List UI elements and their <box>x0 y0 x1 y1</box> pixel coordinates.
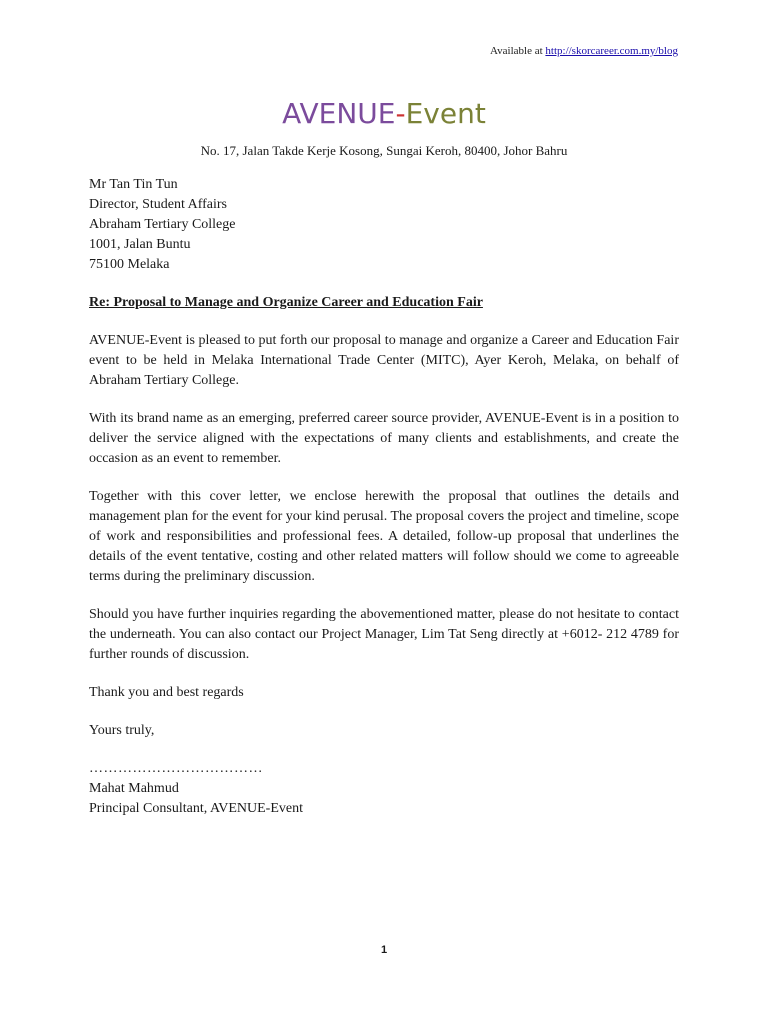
page-number: 1 <box>380 944 388 956</box>
signature-block <box>89 759 679 819</box>
recipient-city: 75100 Melaka <box>89 257 170 272</box>
recipient-street: 1001, Jalan Buntu <box>89 237 191 252</box>
paragraph-contact: Should you have further inquiries regarding the abovementioned matter, please do not hesitate to contact the underneath. You can also contact our Project Manager, Lim Tat Seng directly at +6012- 212 4789 for further rounds of discussion. <box>89 607 679 662</box>
paragraph-enclosure: Together with this cover letter, we enclose herewith the proposal that outlines the details and management plan for the event for your kind perusal. The proposal covers the project and timeline, scope of work and responsibilities and professional fees. A detailed, follow-up proposal that underlines the details of the event tentative, costing and other related matters will follow should we come to agreeable terms during the preliminary discussion. <box>89 489 679 584</box>
paragraph-intro: AVENUE-Event is pleased to put forth our proposal to manage and organize a Career and Education Fair event to be held in Melaka International Trade Center (MITC), Ayer Keroh, Melaka, on behalf of Abraham Tertiary College. <box>89 333 679 388</box>
closing-thanks: Thank you and best regards <box>89 685 244 700</box>
recipient-block <box>89 175 679 275</box>
brand-part-avenue: AVENUE <box>282 97 396 130</box>
letter-body <box>89 175 679 819</box>
header-availability-note <box>490 45 678 57</box>
recipient-name: Mr Tan Tin Tun <box>89 177 178 192</box>
paragraph-brand: With its brand name as an emerging, preferred career source provider, AVENUE-Event is in a position to deliver the service aligned with the expectations of many clients and establishments, and create the occasion as an event to remember. <box>89 411 679 466</box>
sender-address: No. 17, Jalan Takde Kerje Kosong, Sungai Keroh, 80400, Johor Bahru <box>200 143 568 158</box>
recipient-title: Director, Student Affairs <box>89 197 227 212</box>
signatory-name: Mahat Mahmud <box>89 781 179 796</box>
closing-valediction: Yours truly, <box>89 723 155 738</box>
signatory-title: Principal Consultant, AVENUE-Event <box>89 801 303 816</box>
header-prefix: Available at <box>490 45 546 57</box>
letter-subject: Re: Proposal to Manage and Organize Career and Education Fair <box>89 295 483 310</box>
blog-link[interactable]: http://skorcareer.com.my/blog <box>545 45 678 57</box>
brand-dash: - <box>395 97 406 130</box>
brand-title <box>0 96 768 132</box>
signature-line: ……………………………… <box>89 761 263 776</box>
recipient-organization: Abraham Tertiary College <box>89 217 236 232</box>
brand-part-event: Event <box>405 97 486 130</box>
